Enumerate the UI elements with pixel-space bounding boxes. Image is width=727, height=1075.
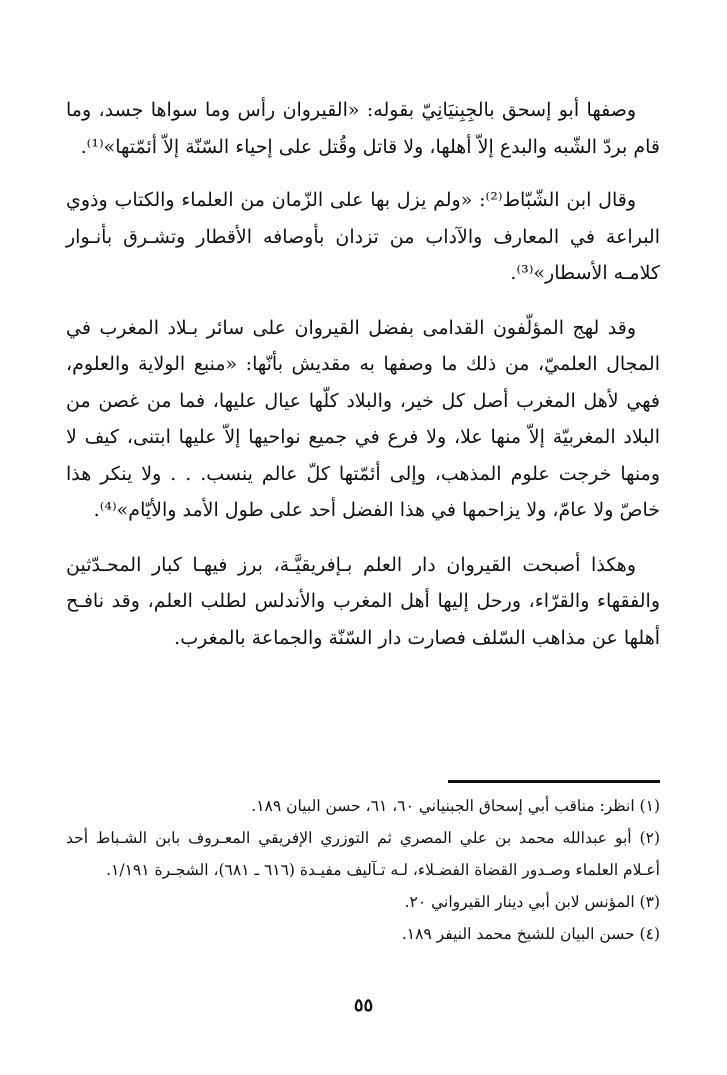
footnotes [66, 790, 660, 950]
paragraph-3: وقد لهج المؤلّفون القدامى بفضل القيروان على سائر بـلاد المغرب في المجال العلميّ، من ذلك ما وصفها به مقديش بأنّها: «منبع الولاية والعلوم، فهي لأهل المغرب أصل كل خير، والبلاد كلّها عيال عليها، فما من غصن من البلاد المغربيّة إلاّ منها علا، ولا فرع في جميع نواحيها إلاّ عليها ابتنى، كيف لا ومنها خرجت علوم المذهب، وإلى أئمّتها كلّ عالم ينسب. . . ولا ينكر هذا خاصّ ولا عامّ، ولا يزاحمها في هذا الفضل أحد على طول الأمد والأيّام»⁽⁴⁾. [66, 316, 661, 521]
paragraph-2: وقال ابن الشّبّاط⁽²⁾: «ولم يزل بها على الزّمان من العلماء والكتاب وذوي البراعة في المعارف والآداب من تزدان بأوصافه الأقطار وتشـرق بأنـوار كلامـه الأسطار»⁽³⁾. [66, 189, 660, 284]
footnote-3: (٣) المؤنس لابن أبي دينار القيرواني ٢٠. [404, 893, 660, 911]
footnote-1: (١) انظر: مناقب أبي إسحاق الجبنياني ٦٠، ٦١، حسن البيان ١٨٩. [251, 797, 660, 815]
footnote-separator [448, 780, 660, 783]
footnote-4: (٤) حسن البيان للشيخ محمد النيفر ١٨٩. [401, 925, 660, 943]
footnote-2: (٢) أبو عبدالله محمد بن علي المصري ثم التوزري الإفريقي المعـروف بابن الشـباط أحد أعـلام العلماء وصـدور القضاة الفضـلاء، لـه تـآليف مفيـدة (٦١٦ ـ ٦٨١)، الشجـرة ١/١٩١. [66, 829, 660, 879]
paragraph-1: وصفها أبو إسحق بالجِبِنيَانِيّ بقوله: «القيروان رأس وما سواها جسد، وما قام بردّ الشّبه والبدع إلاّ أهلها، ولا قاتل وقُتل على إحياء السّنّة إلاّ أئمّتها»⁽¹⁾. [66, 99, 660, 158]
main-text [66, 92, 660, 656]
paragraph-4: وهكذا أصبحت القيروان دار العلم بـإفريقيَّـة، برز فيهـا كبار المحـدّثين والفقهاء والقرّاء، ورحل إليها أهل المغرب والأندلس لطلب العلم، وقد نافـح أهلها عن مذاهب السّلف فصارت دار السّنّة والجماعة بالمغرب. [66, 553, 660, 649]
page-number: ٥٥ [353, 995, 374, 1016]
